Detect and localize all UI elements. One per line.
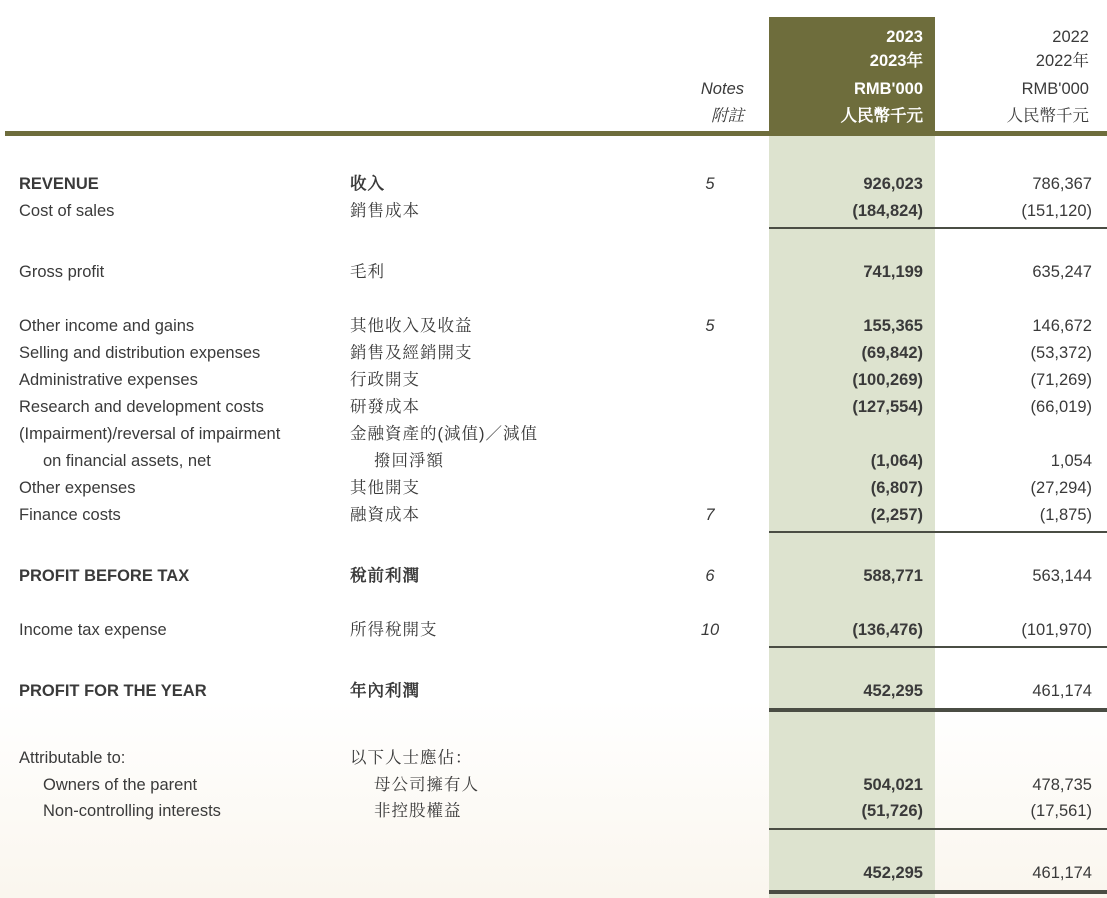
row-label-zh: 毛利 <box>350 263 385 281</box>
total-rule <box>769 708 1107 712</box>
row-label-en: Income tax expense <box>19 621 167 639</box>
row-value-2023: 926,023 <box>863 175 923 193</box>
subtotal-rule <box>769 227 1107 229</box>
row-label-en: Non-controlling interests <box>43 802 221 820</box>
row-non-controlling <box>0 799 1107 823</box>
row-label-en: (Impairment)/reversal of impairment <box>19 425 281 443</box>
row-label-en: Gross profit <box>19 263 105 281</box>
row-value-2023: (69,842) <box>861 344 923 362</box>
row-label-en: Administrative expenses <box>19 371 198 389</box>
row-profit-for-year <box>0 679 1107 703</box>
row-value-2023: 588,771 <box>863 567 923 585</box>
row-value-2023: 155,365 <box>863 317 923 335</box>
row-value-2023: 452,295 <box>863 682 923 700</box>
total-rule <box>769 890 1107 894</box>
row-value-2023: (51,726) <box>861 802 923 820</box>
col-2023-unit: RMB'000 <box>853 80 923 98</box>
row-value-2022: (66,019) <box>1030 398 1092 416</box>
row-value-2022: 461,174 <box>1032 864 1092 882</box>
row-label-en: REVENUE <box>19 175 99 193</box>
subtotal-rule <box>769 531 1107 533</box>
row-label-zh: 撥回淨額 <box>374 452 444 470</box>
subtotal-rule <box>769 828 1107 830</box>
row-profit-before-tax <box>0 564 1107 588</box>
row-value-2022: (53,372) <box>1030 344 1092 362</box>
row-label-en: Cost of sales <box>19 202 115 220</box>
row-value-2023: (136,476) <box>852 621 923 639</box>
row-note: 5 <box>705 317 715 335</box>
row-note: 6 <box>705 567 715 585</box>
subtotal-rule <box>769 646 1107 648</box>
row-rnd-costs <box>0 395 1107 419</box>
row-label-en: Other expenses <box>19 479 136 497</box>
row-value-2023: 452,295 <box>863 864 923 882</box>
row-label-en: Attributable to: <box>19 749 126 767</box>
row-value-2023: (6,807) <box>870 479 923 497</box>
row-label-zh: 融資成本 <box>350 506 420 524</box>
row-cost-of-sales <box>0 199 1107 223</box>
row-label-zh: 稅前利潤 <box>350 567 420 585</box>
col-2023-year-zh: 2023年 <box>869 52 923 70</box>
col-2022-unit: RMB'000 <box>1021 80 1089 98</box>
row-value-2022: 563,144 <box>1032 567 1092 585</box>
row-label-en: PROFIT FOR THE YEAR <box>19 682 207 700</box>
row-value-2022: (71,269) <box>1030 371 1092 389</box>
row-label-zh: 收入 <box>350 175 385 193</box>
col-2023-year: 2023 <box>886 28 923 46</box>
row-admin-expenses <box>0 368 1107 392</box>
row-value-2022: 146,672 <box>1032 317 1092 335</box>
row-label-en: Owners of the parent <box>43 776 198 794</box>
row-value-2022: 635,247 <box>1032 263 1092 281</box>
row-note: 7 <box>705 506 715 524</box>
row-income-tax <box>0 618 1107 642</box>
row-value-2022: (1,875) <box>1039 506 1092 524</box>
col-2022-year: 2022 <box>1052 28 1089 46</box>
row-label-en: Finance costs <box>19 506 121 524</box>
row-value-2022: 1,054 <box>1050 452 1092 470</box>
row-value-2022: (27,294) <box>1030 479 1092 497</box>
notes-header-zh: 附註 <box>711 107 744 125</box>
row-value-2023: 504,021 <box>863 776 923 794</box>
row-label-zh: 所得稅開支 <box>350 621 438 639</box>
row-label-zh: 其他收入及收益 <box>350 317 473 335</box>
row-value-2022: (101,970) <box>1021 621 1092 639</box>
row-label-zh: 以下人士應佔： <box>350 749 473 767</box>
row-label-zh: 非控股權益 <box>374 802 462 820</box>
row-owners-of-parent <box>0 773 1107 797</box>
header-rule <box>5 131 1107 136</box>
row-label-zh: 銷售及經銷開支 <box>350 344 473 362</box>
row-attributable-to <box>0 746 1107 770</box>
row-finance-costs <box>0 503 1107 527</box>
row-label-en: Selling and distribution expenses <box>19 344 261 362</box>
row-value-2022: 478,735 <box>1032 776 1092 794</box>
row-label-en: Research and development costs <box>19 398 264 416</box>
col-2022-unit-zh: 人民幣千元 <box>1006 107 1089 125</box>
row-note: 5 <box>705 175 715 193</box>
row-other-income <box>0 314 1107 338</box>
row-label-zh: 母公司擁有人 <box>374 776 479 794</box>
row-label-zh: 行政開支 <box>350 371 420 389</box>
notes-header: Notes <box>700 80 744 98</box>
row-value-2022: 786,367 <box>1032 175 1092 193</box>
row-label-zh: 年內利潤 <box>350 682 420 700</box>
row-value-2023: (184,824) <box>852 202 923 220</box>
row-label-zh: 銷售成本 <box>350 202 420 220</box>
row-value-2023: (100,269) <box>852 371 923 389</box>
row-impairment-line1 <box>0 422 1107 446</box>
row-value-2023: (127,554) <box>852 398 923 416</box>
row-label-en: Other income and gains <box>19 317 195 335</box>
row-attributable-total <box>0 861 1107 885</box>
row-gross-profit <box>0 260 1107 284</box>
row-selling-expenses <box>0 341 1107 365</box>
row-label-zh: 研發成本 <box>350 398 420 416</box>
row-label-en: on financial assets, net <box>43 452 211 470</box>
row-note: 10 <box>700 621 720 639</box>
row-value-2023: (1,064) <box>870 452 923 470</box>
row-label-zh: 其他開支 <box>350 479 420 497</box>
row-impairment-line2 <box>0 449 1107 473</box>
row-revenue <box>0 172 1107 196</box>
row-value-2022: 461,174 <box>1032 682 1092 700</box>
row-label-zh: 金融資產的(減值)／減值 <box>350 425 538 443</box>
row-label-en: PROFIT BEFORE TAX <box>19 567 190 585</box>
row-value-2023: 741,199 <box>863 263 923 281</box>
row-other-expenses <box>0 476 1107 500</box>
col-2022-year-zh: 2022年 <box>1035 52 1089 70</box>
row-value-2023: (2,257) <box>870 506 923 524</box>
row-value-2022: (17,561) <box>1030 802 1092 820</box>
col-2023-unit-zh: 人民幣千元 <box>840 107 923 125</box>
row-value-2022: (151,120) <box>1021 202 1092 220</box>
